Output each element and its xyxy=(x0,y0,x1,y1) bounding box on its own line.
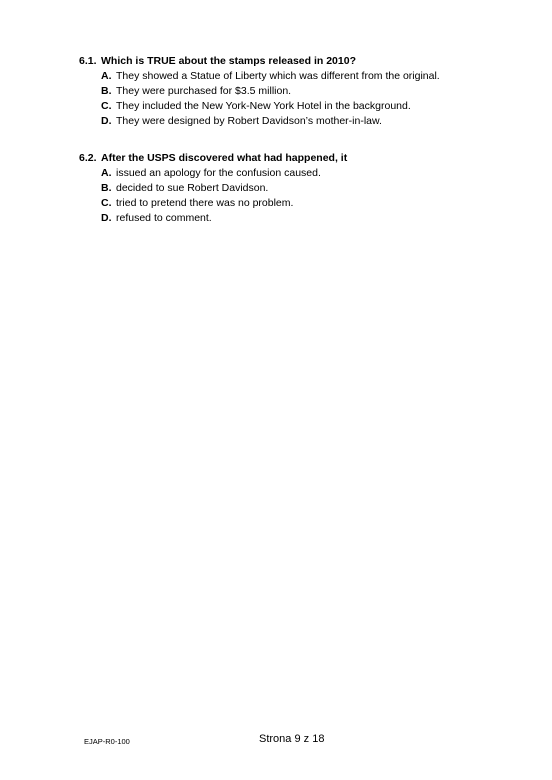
option-text: tried to pretend there was no problem. xyxy=(116,197,294,209)
option-letter: A. xyxy=(101,167,112,179)
question-number: 6.1. xyxy=(79,55,97,67)
option-letter: C. xyxy=(101,100,112,112)
question-6-1 xyxy=(79,54,519,129)
option-a xyxy=(79,166,519,181)
page-number: Strona 9 z 18 xyxy=(259,733,325,745)
option-letter: B. xyxy=(101,182,112,194)
option-text: issued an apology for the confusion caused. xyxy=(116,167,321,179)
option-d xyxy=(79,211,519,226)
option-text: decided to sue Robert Davidson. xyxy=(116,182,269,194)
option-text: refused to comment. xyxy=(116,212,212,224)
question-text: After the USPS discovered what had happened, it xyxy=(101,152,348,164)
option-text: They showed a Statue of Liberty which was different from the original. xyxy=(116,70,440,82)
option-text: They were purchased for $3.5 million. xyxy=(116,85,292,97)
option-letter: A. xyxy=(101,70,112,82)
option-letter: B. xyxy=(101,85,112,97)
option-c xyxy=(79,99,519,114)
option-c xyxy=(79,196,519,211)
option-a xyxy=(79,69,519,84)
answer-options xyxy=(79,69,519,129)
option-text: They included the New York-New York Hotel in the background. xyxy=(116,100,411,112)
option-b xyxy=(79,84,519,99)
question-text: Which is TRUE about the stamps released in 2010? xyxy=(101,55,356,67)
option-letter: D. xyxy=(101,115,112,127)
question-6-2 xyxy=(79,151,519,226)
option-letter: C. xyxy=(101,197,112,209)
question-number: 6.2. xyxy=(79,152,97,164)
option-text: They were designed by Robert Davidson’s mother-in-law. xyxy=(116,115,382,127)
question-title xyxy=(79,54,519,68)
option-letter: D. xyxy=(101,212,112,224)
answer-options xyxy=(79,166,519,226)
document-code: EJAP-R0-100 xyxy=(84,737,130,746)
option-b xyxy=(79,181,519,196)
option-d xyxy=(79,114,519,129)
question-title xyxy=(79,151,519,165)
